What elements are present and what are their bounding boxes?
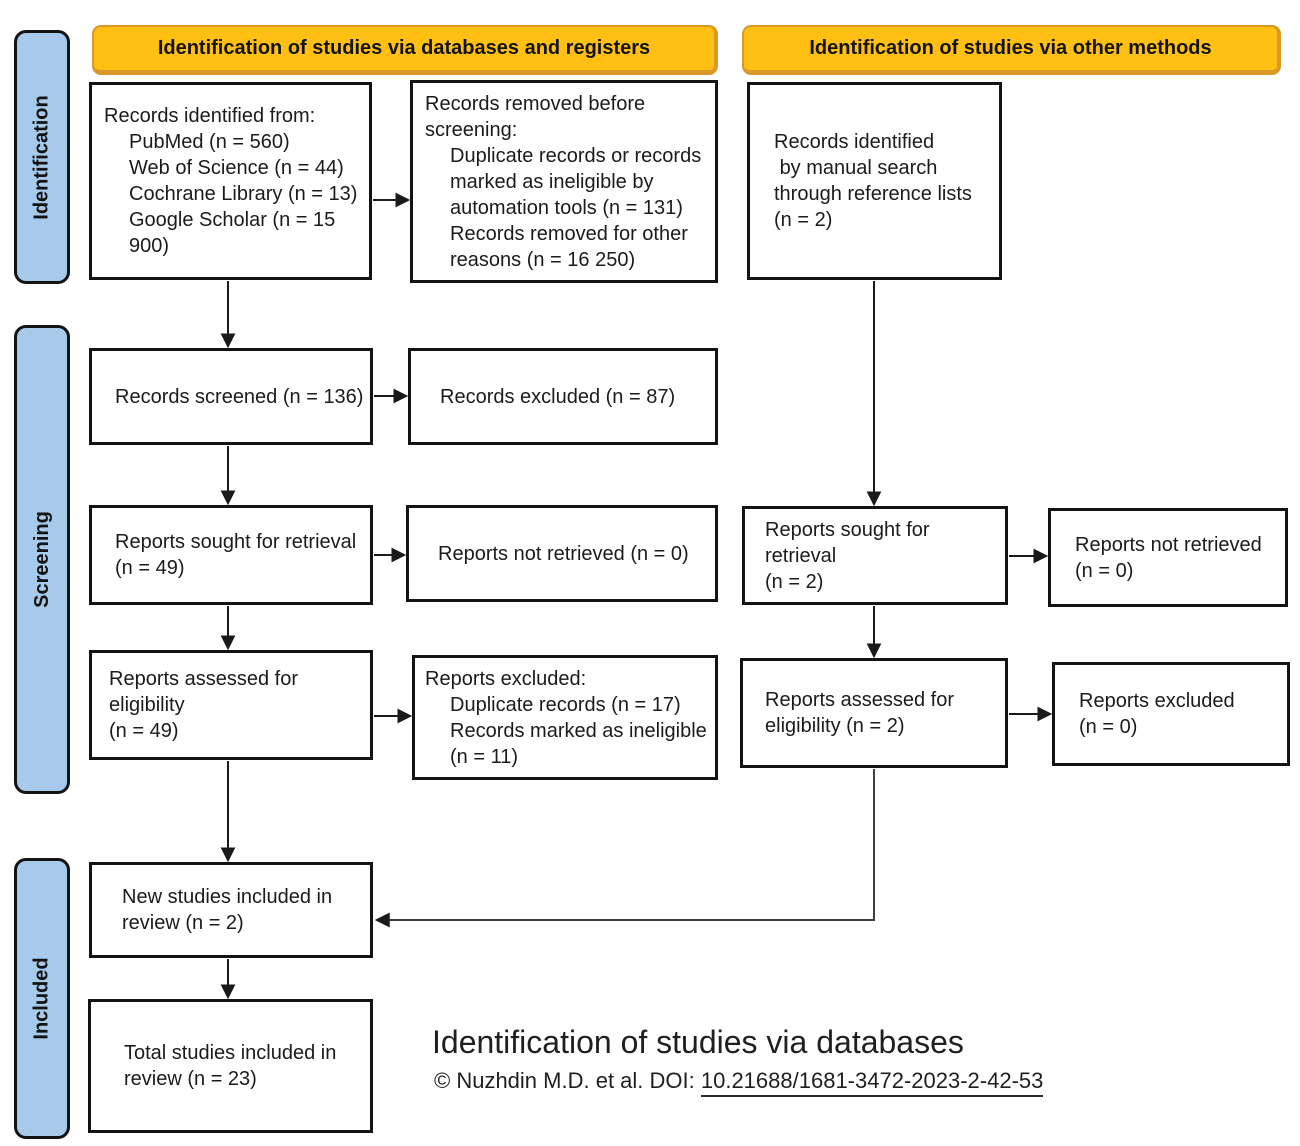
box-text-line: (n = 2) (774, 209, 833, 231)
box-text-line: (n = 49) (115, 557, 185, 579)
box-reports-sought-other (742, 506, 1008, 605)
credit-text: © Nuzhdin M.D. et al. DOI: (434, 1068, 701, 1093)
box-reports-assessed-other (740, 658, 1008, 768)
header-other-methods (742, 25, 1281, 75)
box-text-line: Reports not retrieved (1075, 533, 1262, 556)
box-text-line: (n = 0) (1075, 559, 1134, 582)
box-records-identified-databases (89, 82, 372, 280)
figure-title: Identification of studies via databases (432, 1024, 964, 1060)
box-text-line: Total studies included in (124, 1042, 337, 1064)
box-reports-not-retrieved-databases (406, 505, 718, 602)
box-text-line: Reports sought for retrieval (115, 531, 357, 553)
box-text-line: automation tools (n = 131) (450, 196, 683, 219)
box-text-line: New studies included in (122, 886, 333, 908)
box-text-line: Reports not retrieved (n = 0) (438, 542, 689, 565)
sidebar-identification-label: Identification (30, 94, 53, 220)
box-text-line: marked as ineligible by (450, 170, 654, 193)
box-text-line: eligibility (n = 2) (765, 715, 905, 737)
box-text-line: reasons (n = 16 250) (450, 248, 636, 271)
box-text-line: Records removed before (425, 92, 646, 115)
box-records-removed-before-screening (410, 80, 718, 283)
box-text-line: review (n = 2) (122, 912, 244, 934)
box-reports-excluded-other (1052, 662, 1290, 766)
box-records-identified-manual-search (747, 82, 1002, 280)
box-text-line: Duplicate records (n = 17) (450, 693, 681, 716)
box-text-line: screening: (425, 118, 518, 141)
box-text-line: by manual search (774, 157, 938, 179)
box-text-line: Reports sought for retrieval (765, 518, 936, 567)
box-text-line: Google Scholar (n = 15 900) (129, 209, 341, 257)
box-text-line: review (n = 23) (124, 1068, 257, 1090)
box-text-line: Records identified (774, 131, 935, 153)
box-text-line: Duplicate records or records (450, 144, 702, 167)
sidebar-screening (14, 325, 70, 794)
box-reports-sought-databases (89, 505, 373, 605)
header-databases-registers-label: Identification of studies via databases and registers (157, 37, 651, 59)
header-databases-registers (92, 25, 718, 75)
box-text-line: Web of Science (n = 44) (129, 157, 344, 179)
box-total-studies-included (88, 999, 373, 1133)
box-records-excluded (408, 348, 718, 445)
box-text-line: Records screened (n = 136) (115, 385, 364, 408)
box-text-line: Cochrane Library (n = 13) (129, 183, 358, 205)
box-new-studies-included (89, 862, 373, 958)
sidebar-included (14, 858, 70, 1139)
box-text-line: Reports assessed for eligibility (109, 668, 304, 716)
box-text-line: (n = 49) (109, 720, 179, 742)
box-text-line: Reports assessed for (765, 689, 954, 711)
arrow-eligibility-other-to-new-studies (377, 769, 874, 920)
box-text-line: Reports excluded: (425, 667, 587, 690)
sidebar-identification (14, 30, 70, 284)
sidebar-screening-label: Screening (30, 511, 53, 608)
box-reports-not-retrieved-other (1048, 508, 1288, 607)
box-text-line: (n = 11) (450, 745, 518, 768)
box-text-line: through reference lists (774, 183, 972, 205)
box-text-line: (n = 2) (765, 570, 824, 593)
box-text-line: Reports excluded (1079, 690, 1235, 712)
box-text-line: Records removed for other (450, 222, 688, 245)
box-text-line: (n = 0) (1079, 716, 1138, 738)
box-text-line: Records excluded (n = 87) (440, 385, 676, 408)
doi-link[interactable]: 10.21688/1681-3472-2023-2-42-53 (701, 1068, 1044, 1097)
box-reports-excluded-databases (412, 655, 718, 780)
sidebar-included-label: Included (30, 957, 53, 1040)
header-other-methods-label: Identification of studies via other methods (809, 37, 1212, 59)
box-text-line: Records identified from: (104, 105, 316, 127)
box-records-screened (89, 348, 373, 445)
box-reports-assessed-databases (89, 650, 373, 760)
box-text-line: PubMed (n = 560) (129, 131, 290, 153)
figure-credit (434, 1068, 1043, 1094)
box-text-line: Records marked as ineligible (450, 719, 707, 742)
